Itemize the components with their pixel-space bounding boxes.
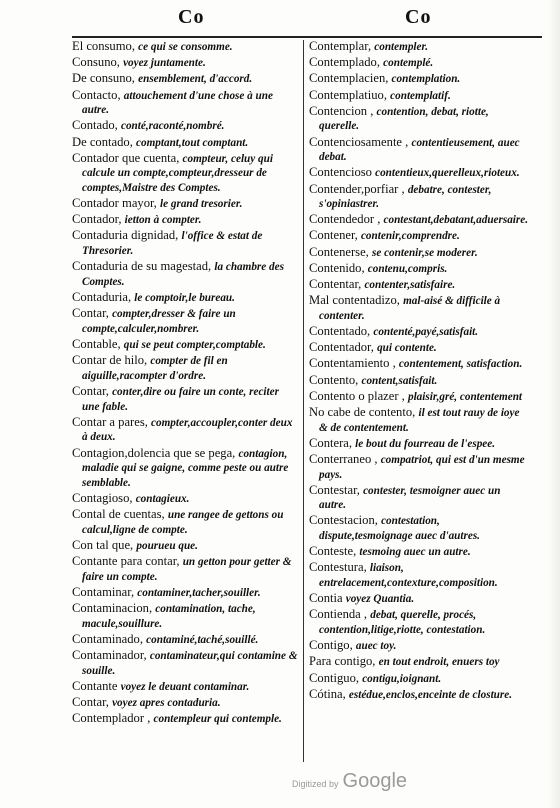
dictionary-entry [72,539,298,554]
dictionary-entry [309,437,529,452]
entry-headword: Contenerse, [309,244,369,259]
entry-translation: se contenir,se moderer. [371,246,478,259]
dictionary-entry [72,152,298,196]
entry-headword: Contaminado, [72,631,144,646]
column-divider [303,40,304,762]
entry-headword: De contado, [72,134,133,149]
dictionary-entry [72,40,298,55]
entry-translation: voyez Quantia. [345,593,415,606]
entry-translation: une rangee de gettons ou calcul,ligne de compte. [82,509,284,536]
entry-translation: contention, debat, riotte, querelle. [319,105,489,133]
dictionary-entry [309,688,529,703]
left-column [72,40,298,728]
dictionary-entry [309,341,529,356]
dictionary-entry [309,672,529,687]
dictionary-entry [309,40,529,55]
digitized-footer [292,770,407,793]
entry-headword: Contento o plazer , [309,388,405,403]
entry-translation: voyez le deuant contaminar. [120,680,250,693]
dictionary-entry [72,56,298,71]
dictionary-entry [309,213,529,228]
entry-headword: Contaduria, [72,290,132,305]
entry-translation: la chambre des Comptes. [82,261,284,288]
dictionary-entry [309,56,529,71]
entry-translation: en tout endroit, enuers toy [378,656,500,669]
dictionary-entry [72,119,298,134]
entry-headword: Contado, [72,118,118,133]
entry-headword: Contaminacion, [72,601,153,616]
dictionary-entry [72,307,298,336]
entry-headword: No cabe de contento, [309,404,416,419]
google-logo: Google [342,770,408,792]
entry-translation: compter de fil en aiguille,racompter d'ordre. [82,355,228,382]
entry-headword: Contar a pares, [72,414,148,429]
entry-headword: Contador mayor, [72,196,157,211]
entry-headword: Para contigo, [309,654,376,669]
entry-headword: Contener, [309,228,358,243]
entry-translation: contaminateur,qui contamine & souille. [82,650,298,677]
entry-translation: qui contente. [377,342,437,355]
entry-headword: Contaminar, [72,584,135,599]
entry-translation: contentieusement, auec debat. [319,136,520,164]
entry-translation: content,satisfait. [361,374,438,387]
dictionary-entry [72,492,298,507]
dictionary-entry [309,183,529,212]
entry-headword: Contiguo, [309,670,360,685]
dictionary-entry [309,229,529,244]
entry-headword: Contestura, [309,560,367,575]
entry-translation: contagion, maladie qui se gaigne, comme peste ou autre semblable. [82,447,289,489]
dictionary-entry [72,586,298,601]
dictionary-entry [72,291,298,306]
entry-headword: Contar, [72,383,109,398]
dictionary-entry [72,338,298,353]
entry-translation: le comptoir,le bureau. [134,292,235,305]
entry-translation: ensemblement, d'accord. [138,73,253,86]
entry-headword: Contemplacien, [309,71,389,86]
dictionary-entry [72,649,298,678]
entry-translation: attouchement d'une chose à une autre. [82,89,273,117]
dictionary-entry [309,453,529,482]
entry-translation: il est tout rauy de ioye & de contentement. [319,406,520,434]
dictionary-entry [309,406,529,435]
entry-translation: contenter,satisfaire. [364,279,456,292]
entry-translation: contempler. [374,41,429,53]
page-spine-shadow [548,0,560,808]
entry-headword: Contencion , [309,103,374,118]
entry-translation: contaminer,tacher,souiller. [137,586,261,599]
entry-translation: debatre, contester, s'opiniastrer. [319,183,492,211]
entry-translation: contenir,comprendre. [360,230,460,243]
entry-headword: Contaminador, [72,648,147,662]
entry-translation: contester, tesmoigner auec un autre. [319,484,501,512]
entry-translation: contempleur qui contemple. [153,713,282,726]
dictionary-entry [72,229,298,258]
dictionary-entry [72,136,298,151]
entry-translation: le bout du fourreau de l'espee. [355,437,496,450]
dictionary-entry [309,294,529,323]
dictionary-entry [309,655,529,670]
entry-headword: Contestacion, [309,513,378,528]
dictionary-entry [72,680,298,695]
entry-translation: plaisir,gré, contentement [407,390,523,403]
entry-translation: contemplatif. [390,89,451,102]
entry-headword: Contar, [72,306,109,321]
entry-translation: compter,accoupler,conter deux à deux. [82,416,293,444]
entry-headword: Contemplar, [309,39,372,53]
entry-translation: contigu,ioignant. [362,672,442,685]
dictionary-entry [72,197,298,212]
entry-headword: Contera, [309,435,353,450]
right-column [309,40,529,704]
dictionary-entry [309,390,529,405]
entry-headword: Contenciosamente , [309,134,409,149]
entry-translation: contemplé. [383,57,434,70]
dictionary-entry [72,72,298,87]
dictionary-entry [72,354,298,383]
entry-translation: auec toy. [355,640,397,653]
entry-translation: compter,dresser & faire un compte,calculer,nombrer. [82,308,236,335]
entry-headword: Contaduria de su magestad, [72,259,212,274]
entry-translation: liaison, entrelacement,contexture,composition. [319,562,498,590]
entry-headword: Contemplador , [72,711,151,726]
entry-headword: Contia [309,591,343,606]
entry-headword: Con tal que, [72,537,134,552]
entry-headword: Contento, [309,372,359,387]
entry-translation: contentement, satisfaction. [398,358,523,371]
entry-headword: Contienda , [309,607,368,622]
entry-headword: Contenido, [309,260,365,275]
entry-translation: contentieux,querelleux,rioteux. [375,167,520,180]
entry-translation: un getton pour getter & faire un compte. [82,556,292,583]
entry-translation: conter,dire ou faire un conte, reciter une fable. [82,385,279,413]
dictionary-entry [72,696,298,711]
dictionary-entry [309,246,529,261]
dictionary-entry [309,592,529,607]
entry-translation: l'office & estat de Thresorier. [82,230,263,258]
entry-translation: compteur, celuy qui calcule un compte,compteur,dresseur de comptes,Maistre des Comptes. [82,152,273,194]
entry-translation: le grand tresorier. [160,198,243,211]
dictionary-entry [309,105,529,134]
entry-translation: contestant,debatant,aduersaire. [383,214,529,227]
entry-headword: Contante [72,678,118,693]
dictionary-entry [309,325,529,340]
entry-headword: Cótina, [309,686,346,701]
entry-translation: estédue,enclos,enceinte de closture. [348,688,513,701]
dictionary-entry [309,278,529,293]
entry-headword: Conterraneo , [309,451,378,466]
entry-headword: Contentado, [309,324,371,338]
entry-translation: voyez juntamente. [123,57,206,70]
entry-translation: qui se peut compter,comptable. [123,339,266,351]
entry-headword: El consumo, [72,39,135,53]
dictionary-entry [309,514,529,543]
entry-translation: contenté,payé,satisfait. [373,326,479,338]
entry-translation: pourueu que. [136,539,198,552]
entry-headword: Contemplatiuo, [309,87,388,102]
entry-translation: compatriot, qui est d'un mesme pays. [319,453,525,481]
entry-headword: Contentamiento , [309,356,396,371]
dictionary-entry [72,447,298,491]
dictionary-entry [309,166,529,181]
entry-headword: Contagioso, [72,490,133,505]
entry-headword: Contador que cuenta, [72,150,180,165]
entry-headword: Contentar, [309,277,362,292]
entry-translation: comptant,tout comptant. [136,136,249,149]
entry-headword: Contar, [72,694,109,709]
digitized-by-text: Digitized by [292,779,339,789]
entry-headword: Contagion,dolencia que se pega, [72,445,236,460]
entry-headword: Contador, [72,212,122,227]
dictionary-entry [309,374,529,389]
dictionary-entry [72,89,298,118]
entry-translation: contaminé,taché,souillé. [146,633,259,646]
entry-headword: Contendedor , [309,212,381,227]
dictionary-entry [72,508,298,537]
dictionary-entry [309,89,529,104]
entry-headword: Mal contentadizo, [309,293,400,308]
dictionary-entry [309,561,529,590]
entry-headword: Contencioso [309,165,372,180]
header-rule [72,36,542,38]
entry-translation: ietton à compter. [124,214,202,227]
entry-headword: Contemplado, [309,55,381,70]
dictionary-entry [72,633,298,648]
entry-headword: Contigo, [309,638,353,653]
entry-translation: contestation, dispute,tesmoignage auec d'autres. [319,515,480,543]
entry-headword: Contentador, [309,340,374,355]
entry-headword: De consuno, [72,71,135,86]
dictionary-entry [72,602,298,631]
entry-headword: Contal de cuentas, [72,507,165,522]
dictionary-entry [309,72,529,87]
entry-translation: contamination, tache, macule,souillure. [82,603,256,630]
entry-translation: ce qui se consomme. [138,41,233,53]
entry-headword: Contacto, [72,87,121,102]
entry-translation: voyez apres contaduria. [112,696,221,709]
running-header-right: Co [405,6,432,28]
entry-translation: contemplation. [391,73,461,86]
entry-headword: Contender,porfiar , [309,181,405,196]
dictionary-entry [72,213,298,228]
entry-headword: Contable, [72,337,121,351]
entry-headword: Contestar, [309,482,360,497]
entry-translation: conté,raconté,nombré. [120,120,225,133]
entry-translation: mal-aisé & difficile à contenter. [319,295,501,322]
dictionary-entry [72,712,298,727]
entry-headword: Contante para contar, [72,554,180,569]
entry-translation: tesmoing auec un autre. [359,546,471,559]
dictionary-entry [72,260,298,289]
entry-headword: Consuno, [72,55,120,70]
entry-translation: contagieux. [135,492,190,505]
dictionary-entry [309,639,529,654]
dictionary-entry [309,262,529,277]
entry-headword: Contaduria dignidad, [72,228,179,243]
entry-headword: Contar de hilo, [72,353,148,368]
entry-translation: debat, querelle, procés, contention,litige,riotte, contestation. [319,609,486,636]
dictionary-entry [309,484,529,513]
entry-headword: Conteste, [309,544,357,559]
dictionary-entry [309,608,529,637]
entry-translation: contenu,compris. [367,262,448,275]
dictionary-entry [309,136,529,165]
running-header-left: Co [178,6,205,28]
dictionary-entry [72,555,298,584]
dictionary-entry [309,545,529,560]
dictionary-entry [72,416,298,445]
dictionary-entry [309,357,529,372]
dictionary-entry [72,385,298,414]
